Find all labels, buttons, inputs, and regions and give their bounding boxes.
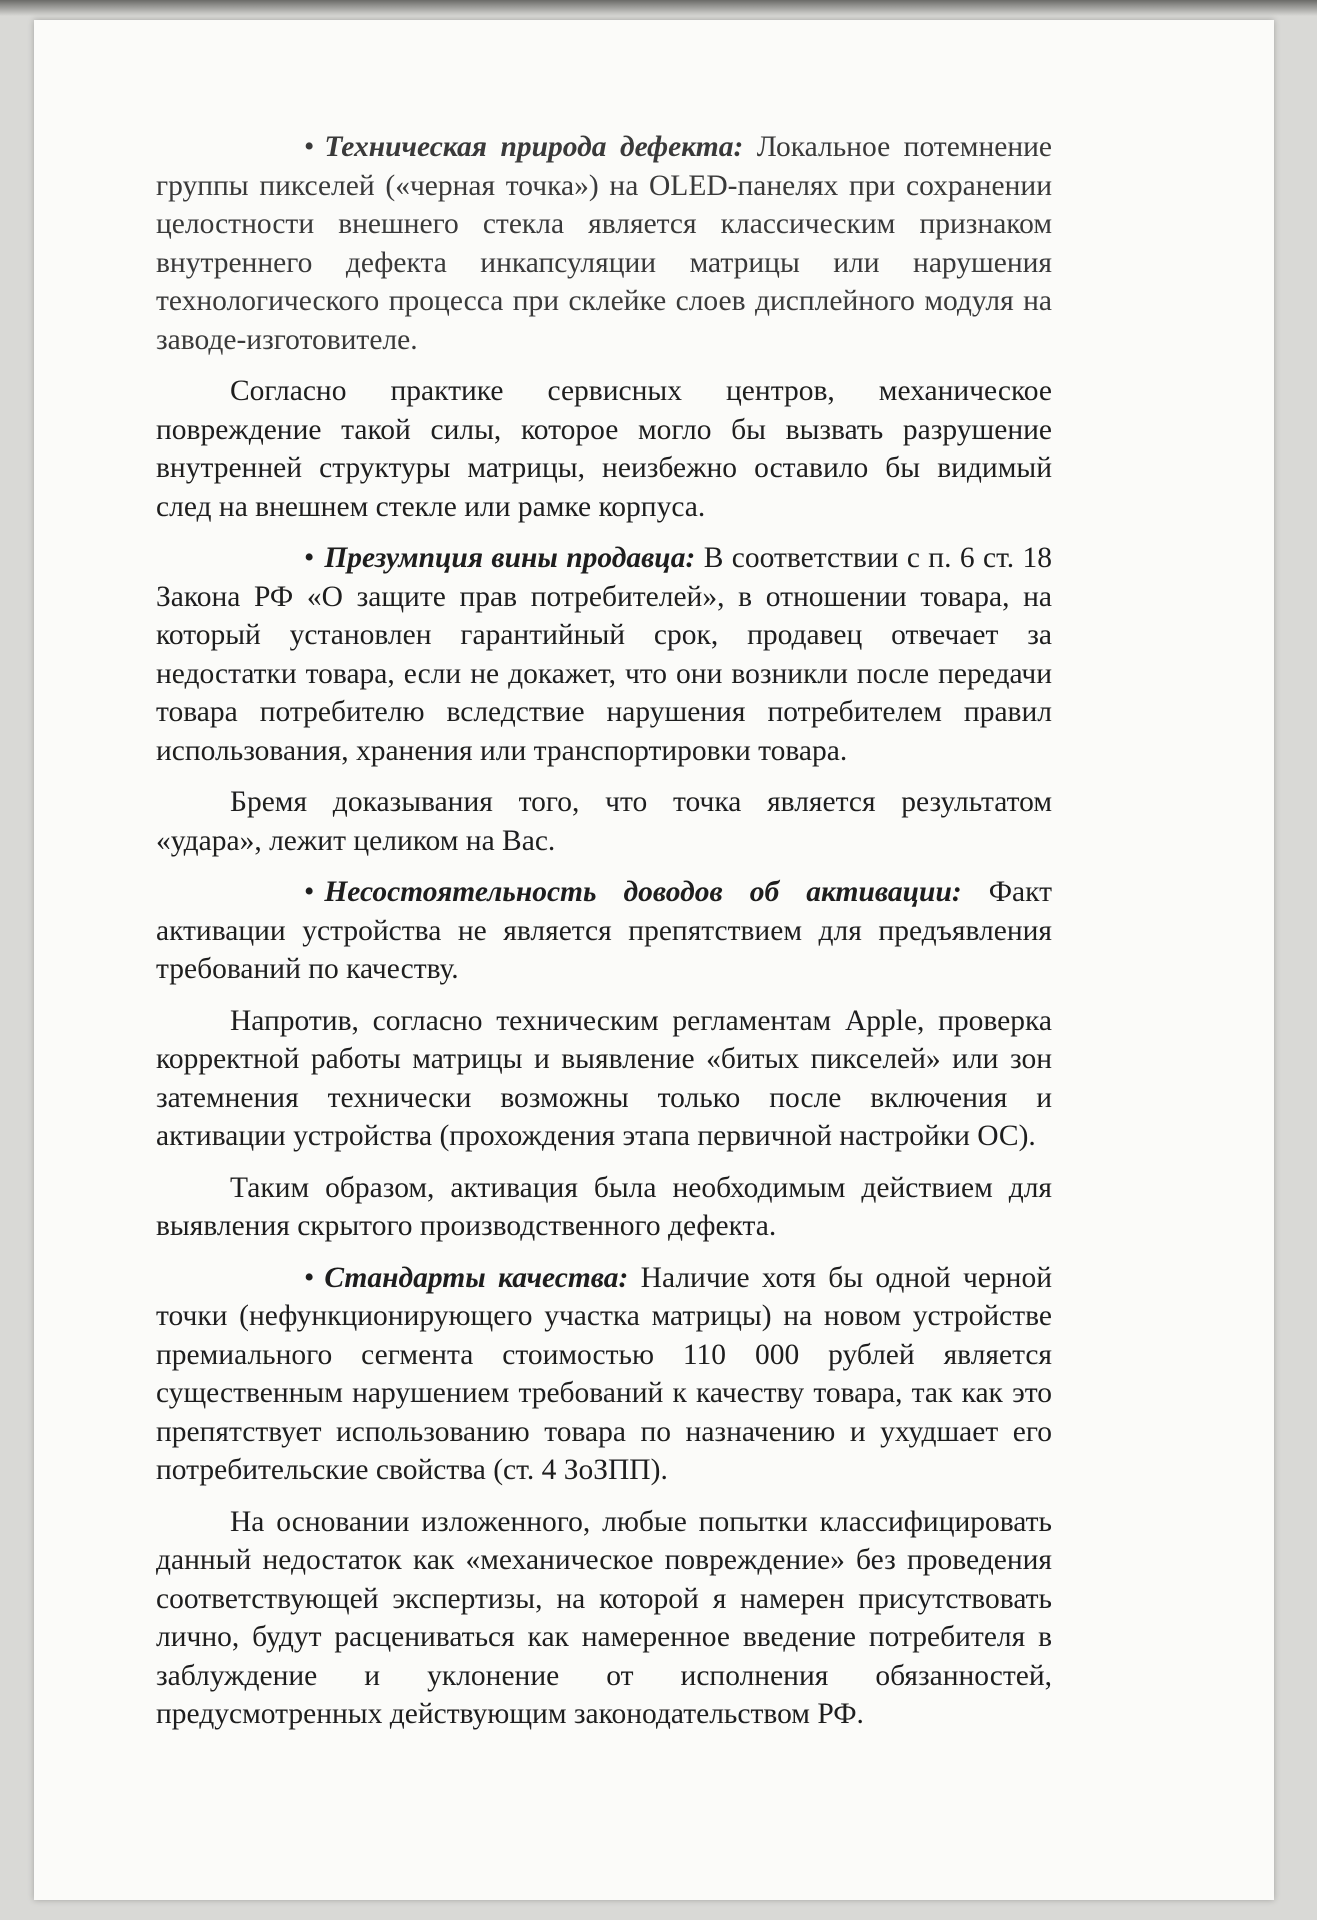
paragraph-seller-presumption [156, 539, 1052, 770]
paragraph-activation-arguments [156, 873, 1052, 989]
scan-top-shadow [0, 0, 1317, 16]
paragraph-conclusion [156, 1503, 1052, 1734]
paragraph-text: Бремя доказывания того, что точка является результатом «удара», лежит целиком на Вас. [156, 786, 1052, 857]
paragraph-lead: Стандарты качества: [324, 1261, 629, 1294]
paragraph-burden-of-proof [156, 783, 1052, 860]
paragraph-text: Факт активации устройства не является препятствием для предъявления требований по качеству. [156, 876, 1052, 985]
document-body [156, 128, 1052, 1747]
paragraph-text: Напротив, согласно техническим регламентам Apple, проверка корректной работы матрицы и выявление «битых пикселей» или зон затемнения технически возможны только после включения и активации устройства (прохождения этапа первичной настройки ОС). [156, 1004, 1052, 1152]
paragraph-activation-necessity [156, 1169, 1052, 1246]
paragraph-quality-standards [156, 1259, 1052, 1490]
bullet-mark: • [304, 876, 315, 908]
paragraph-text: Локальное потемнение группы пикселей («черная точка») на OLED-панелях при сохранении целостности внешнего стекла является классическим признаком внутреннего дефекта инкапсуляции матрицы или нарушения технологического процесса при склейке слоев дисплейного модуля на заводе-изготовителе. [156, 131, 1053, 356]
paragraph-service-practice [156, 372, 1052, 526]
paragraph-lead: Несостоятельность доводов об активации: [324, 876, 962, 908]
bullet-mark: • [304, 1261, 315, 1294]
bullet-mark: • [304, 131, 315, 163]
paragraph-text: На основании изложенного, любые попытки классифицировать данный недостаток как «механическое повреждение» без проведения соответствующей экспертизы, на которой я намерен присутствовать лично, будут расцениваться как намеренное введение потребителя в заблуждение и уклонение от исполнения обязанностей, предусмотренных действующим законодательством РФ. [156, 1505, 1052, 1730]
paragraph-lead: Техническая природа дефекта: [324, 131, 744, 163]
paragraph-lead: Презумпция вины продавца: [324, 542, 696, 574]
paragraph-text: Согласно практике сервисных центров, механическое повреждение такой силы, которое могло бы вызвать разрушение внутренней структуры матрицы, неизбежно оставило бы видимый след на внешнем стекле или рамке корпуса. [156, 375, 1052, 523]
paragraph-text: В соответствии с п. 6 ст. 18 Закона РФ «О защите прав потребителей», в отношении товара, на который установлен гарантийный срок, продавец отвечает за недостатки товара, если не докажет, что они возникли после передачи товара потребителю вследствие нарушения потребителем правил использования, хранения или транспортировки товара. [156, 542, 1053, 767]
bullet-mark: • [304, 542, 315, 574]
paragraph-text: Наличие хотя бы одной черной точки (нефункционирующего участка матрицы) на новом устройстве премиального сегмента стоимостью 110 000 рублей является существенным нарушением требований к качеству товара, так как это препятствует использованию товара по назначению и ухудшает его потребительские свойства (ст. 4 ЗоЗПП). [156, 1261, 1052, 1486]
paragraph-text: Таким образом, активация была необходимым действием для выявления скрытого производственного дефекта. [156, 1171, 1052, 1242]
paragraph-apple-regulations [156, 1002, 1052, 1156]
paragraph-technical-nature [156, 128, 1052, 359]
